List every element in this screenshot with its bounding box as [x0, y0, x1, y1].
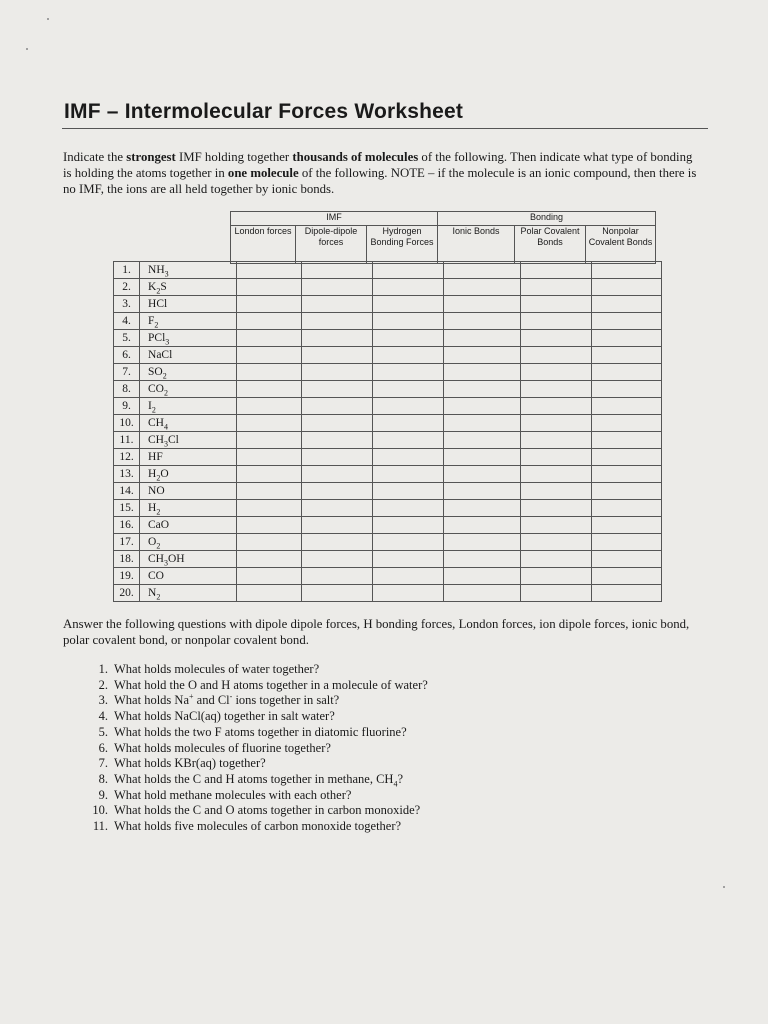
question-item — [82, 693, 702, 709]
answer-cell[interactable] — [373, 432, 444, 449]
answer-cell[interactable] — [237, 347, 302, 364]
answer-cell[interactable] — [592, 568, 662, 585]
row-number: 14. — [114, 483, 140, 500]
row-number: 9. — [114, 398, 140, 415]
table-row — [114, 296, 662, 313]
table-row — [114, 415, 662, 432]
table-row — [114, 347, 662, 364]
answer-cell[interactable] — [521, 330, 592, 347]
answer-cell[interactable] — [237, 551, 302, 568]
answer-cell[interactable] — [592, 381, 662, 398]
answer-cell[interactable] — [237, 483, 302, 500]
answer-cell[interactable] — [444, 517, 521, 534]
question-text: What holds the C and H atoms together in methane, $CH_4$? — [114, 771, 404, 789]
answer-cell[interactable] — [592, 330, 662, 347]
col-nonpolar: Nonpolar Covalent Bonds — [586, 226, 656, 264]
answer-cell[interactable] — [373, 313, 444, 330]
answer-cell[interactable] — [373, 296, 444, 313]
row-number: 16. — [114, 517, 140, 534]
compound-formula: $K_2S$ — [140, 279, 237, 296]
question-item — [82, 819, 702, 835]
answer-cell[interactable] — [302, 551, 373, 568]
table-row — [114, 585, 662, 602]
table-row — [114, 466, 662, 483]
answer-cell[interactable] — [444, 262, 521, 279]
answer-cell[interactable] — [521, 313, 592, 330]
paper-speck — [723, 886, 725, 888]
question-text: What holds five molecules of carbon monoxide together? — [114, 819, 402, 834]
compound-formula: $CH_3Cl$ — [140, 432, 237, 449]
compound-table — [113, 261, 662, 602]
question-item — [82, 788, 702, 804]
table-row — [114, 262, 662, 279]
question-item — [82, 803, 702, 819]
answer-cell[interactable] — [237, 517, 302, 534]
answer-cell[interactable] — [302, 262, 373, 279]
answer-cell[interactable] — [444, 466, 521, 483]
answer-cell[interactable] — [302, 279, 373, 296]
compound-formula: $H_2$ — [140, 500, 237, 517]
table-row — [114, 398, 662, 415]
answer-cell[interactable] — [521, 534, 592, 551]
row-number: 13. — [114, 466, 140, 483]
question-number: 8. — [98, 771, 108, 786]
answer-instructions: Answer the following questions with dipole dipole forces, H bonding forces, London forces, ion dipole forces, ionic bond, polar covalent bond, or nonpolar covalent bond. — [63, 617, 690, 647]
row-number: 10. — [114, 415, 140, 432]
table-row — [114, 279, 662, 296]
answer-cell[interactable] — [444, 364, 521, 381]
compound-formula: $NH_3$ — [140, 262, 237, 279]
answer-cell[interactable] — [302, 500, 373, 517]
answer-cell[interactable] — [592, 534, 662, 551]
answer-cell[interactable] — [521, 432, 592, 449]
answer-cell[interactable] — [237, 381, 302, 398]
answer-cell[interactable] — [592, 296, 662, 313]
row-number: 4. — [114, 313, 140, 330]
answer-cell[interactable] — [373, 262, 444, 279]
answer-cell[interactable] — [373, 330, 444, 347]
question-item — [82, 772, 702, 788]
question-number: 5. — [98, 724, 108, 739]
answer-cell[interactable] — [521, 551, 592, 568]
answer-cell[interactable] — [444, 551, 521, 568]
question-text: What holds the C and O atoms together in carbon monoxide? — [114, 803, 421, 818]
answer-cell[interactable] — [592, 279, 662, 296]
answer-cell[interactable] — [373, 381, 444, 398]
table-row — [114, 313, 662, 330]
row-number: 19. — [114, 568, 140, 585]
row-number: 18. — [114, 551, 140, 568]
answer-cell[interactable] — [592, 551, 662, 568]
table-row — [114, 551, 662, 568]
question-text: What holds Na+ and Cl- ions together in salt? — [114, 692, 340, 708]
answer-cell[interactable] — [373, 347, 444, 364]
answer-cell[interactable] — [444, 313, 521, 330]
answer-cell[interactable] — [237, 262, 302, 279]
answer-cell[interactable] — [302, 585, 373, 602]
answer-cell[interactable] — [302, 483, 373, 500]
answer-cell[interactable] — [302, 415, 373, 432]
compound-formula: $O_2$ — [140, 534, 237, 551]
answer-cell[interactable] — [444, 432, 521, 449]
answer-cell[interactable] — [373, 500, 444, 517]
answer-cell[interactable] — [521, 398, 592, 415]
page-title: IMF – Intermolecular Forces Worksheet — [64, 100, 464, 123]
answer-cell[interactable] — [302, 296, 373, 313]
question-number: 10. — [92, 803, 108, 818]
col-dipole: Dipole-dipole forces — [296, 226, 367, 264]
answer-cell[interactable] — [444, 330, 521, 347]
instructions: Indicate the strongest IMF holding together thousands of molecules of the following. Then indicate what type of bonding is holding the atoms together in one molecule of the following. NOTE – if the molecule is an ionic compound, then there is no IMF, the ions are all held together by ionic bonds. — [63, 150, 697, 196]
compound-formula: $F_2$ — [140, 313, 237, 330]
table-row — [114, 500, 662, 517]
answer-cell[interactable] — [444, 279, 521, 296]
answer-cell[interactable] — [592, 432, 662, 449]
answer-cell[interactable] — [592, 483, 662, 500]
answer-cell[interactable] — [444, 585, 521, 602]
answer-cell[interactable] — [592, 517, 662, 534]
answer-cell[interactable] — [302, 517, 373, 534]
answer-cell[interactable] — [373, 585, 444, 602]
compound-formula: NO — [140, 483, 237, 500]
answer-cell[interactable] — [373, 415, 444, 432]
compound-formula: $SO_2$ — [140, 364, 237, 381]
answer-cell[interactable] — [444, 296, 521, 313]
answer-cell[interactable] — [521, 568, 592, 585]
table-row — [114, 517, 662, 534]
question-item — [82, 756, 702, 772]
group-bonding: Bonding — [438, 212, 656, 226]
group-imf: IMF — [231, 212, 438, 226]
row-number: 15. — [114, 500, 140, 517]
answer-cell[interactable] — [302, 347, 373, 364]
question-number: 3. — [98, 693, 108, 708]
answer-cell[interactable] — [302, 568, 373, 585]
answer-cell[interactable] — [521, 449, 592, 466]
answer-cell[interactable] — [373, 483, 444, 500]
table-header — [230, 211, 656, 264]
table-row — [114, 330, 662, 347]
answer-cell[interactable] — [592, 415, 662, 432]
answer-cell[interactable] — [521, 483, 592, 500]
answer-cell[interactable] — [521, 500, 592, 517]
compound-formula: $H_2O$ — [140, 466, 237, 483]
question-text: What holds the two F atoms together in diatomic fluorine? — [114, 724, 407, 739]
table-row — [114, 483, 662, 500]
answer-cell[interactable] — [373, 279, 444, 296]
answer-cell[interactable] — [444, 347, 521, 364]
answer-cell[interactable] — [302, 381, 373, 398]
answer-cell[interactable] — [237, 296, 302, 313]
answer-cell[interactable] — [521, 415, 592, 432]
answer-cell[interactable] — [592, 347, 662, 364]
answer-cell[interactable] — [521, 585, 592, 602]
answer-cell[interactable] — [444, 398, 521, 415]
answer-cell[interactable] — [237, 534, 302, 551]
row-number: 12. — [114, 449, 140, 466]
question-number: 1. — [98, 662, 108, 676]
compound-formula: $CH_3OH$ — [140, 551, 237, 568]
question-text: What holds molecules of water together? — [114, 662, 320, 676]
table-row — [114, 381, 662, 398]
answer-cell[interactable] — [592, 585, 662, 602]
title-rule — [62, 128, 708, 129]
answer-cell[interactable] — [444, 449, 521, 466]
answer-cell[interactable] — [237, 449, 302, 466]
row-number: 11. — [114, 432, 140, 449]
answer-cell[interactable] — [237, 432, 302, 449]
row-number: 2. — [114, 279, 140, 296]
answer-cell[interactable] — [444, 568, 521, 585]
question-text: What hold the O and H atoms together in a molecule of water? — [114, 677, 428, 692]
answer-cell[interactable] — [302, 398, 373, 415]
answer-cell[interactable] — [302, 449, 373, 466]
answer-cell[interactable] — [373, 449, 444, 466]
answer-cell[interactable] — [302, 432, 373, 449]
compound-formula: $CH_4$ — [140, 415, 237, 432]
answer-cell[interactable] — [237, 279, 302, 296]
answer-cell[interactable] — [592, 262, 662, 279]
table-row — [114, 568, 662, 585]
question-item — [82, 709, 702, 725]
answer-cell[interactable] — [521, 296, 592, 313]
row-number: 6. — [114, 347, 140, 364]
answer-cell[interactable] — [592, 313, 662, 330]
answer-cell[interactable] — [302, 330, 373, 347]
row-number: 17. — [114, 534, 140, 551]
col-polar: Polar Covalent Bonds — [515, 226, 586, 264]
row-number: 7. — [114, 364, 140, 381]
answer-cell[interactable] — [237, 330, 302, 347]
row-number: 1. — [114, 262, 140, 279]
col-ionic: Ionic Bonds — [438, 226, 515, 264]
question-number: 7. — [98, 756, 108, 771]
question-list — [82, 662, 702, 835]
answer-cell[interactable] — [302, 313, 373, 330]
question-number: 2. — [98, 677, 108, 692]
question-item — [82, 725, 702, 741]
row-number: 20. — [114, 585, 140, 602]
paper-speck — [26, 48, 28, 50]
question-number: 9. — [98, 787, 108, 802]
answer-cell[interactable] — [373, 466, 444, 483]
answer-cell[interactable] — [521, 381, 592, 398]
answer-cell[interactable] — [373, 534, 444, 551]
compound-formula: NaCl — [140, 347, 237, 364]
compound-formula: $N_2$ — [140, 585, 237, 602]
compound-formula: $CO_2$ — [140, 381, 237, 398]
row-number: 8. — [114, 381, 140, 398]
compound-formula: CO — [140, 568, 237, 585]
answer-cell[interactable] — [592, 466, 662, 483]
question-number: 6. — [98, 740, 108, 755]
answer-cell[interactable] — [237, 585, 302, 602]
paper-speck — [47, 18, 49, 20]
question-item — [82, 741, 702, 757]
answer-cell[interactable] — [237, 364, 302, 381]
answer-cell[interactable] — [444, 500, 521, 517]
table-row — [114, 364, 662, 381]
question-number: 11. — [92, 819, 108, 834]
answer-cell[interactable] — [237, 415, 302, 432]
compound-formula: HF — [140, 449, 237, 466]
answer-cell[interactable] — [373, 517, 444, 534]
answer-cell[interactable] — [521, 279, 592, 296]
answer-cell[interactable] — [373, 568, 444, 585]
compound-formula: PCl$_3$ — [140, 330, 237, 347]
answer-cell[interactable] — [373, 398, 444, 415]
answer-cell[interactable] — [444, 483, 521, 500]
answer-cell[interactable] — [444, 534, 521, 551]
answer-cell[interactable] — [237, 466, 302, 483]
question-text: What holds molecules of fluorine together? — [114, 740, 331, 755]
table-row — [114, 432, 662, 449]
answer-cell[interactable] — [302, 534, 373, 551]
answer-cell[interactable] — [373, 551, 444, 568]
answer-cell[interactable] — [237, 313, 302, 330]
answer-cell[interactable] — [444, 381, 521, 398]
question-number: 4. — [98, 709, 108, 724]
answer-cell[interactable] — [521, 347, 592, 364]
col-hbond: Hydrogen Bonding Forces — [367, 226, 438, 264]
answer-cell[interactable] — [521, 517, 592, 534]
answer-cell[interactable] — [373, 364, 444, 381]
compound-formula: $I_2$ — [140, 398, 237, 415]
answer-cell[interactable] — [521, 262, 592, 279]
answer-cell[interactable] — [302, 364, 373, 381]
answer-cell[interactable] — [237, 398, 302, 415]
row-number: 3. — [114, 296, 140, 313]
answer-cell[interactable] — [302, 466, 373, 483]
col-london: London forces — [231, 226, 296, 264]
question-item — [82, 662, 702, 678]
answer-cell[interactable] — [237, 568, 302, 585]
answer-cell[interactable] — [592, 398, 662, 415]
answer-cell[interactable] — [237, 500, 302, 517]
question-text: What holds NaCl(aq) together in salt water? — [114, 709, 335, 724]
question-text: What holds KBr(aq) together? — [114, 756, 266, 771]
answer-cell[interactable] — [521, 466, 592, 483]
answer-cell[interactable] — [592, 364, 662, 381]
compound-formula: HCl — [140, 296, 237, 313]
row-number: 5. — [114, 330, 140, 347]
answer-cell[interactable] — [592, 449, 662, 466]
table-row — [114, 449, 662, 466]
answer-cell[interactable] — [521, 364, 592, 381]
answer-cell[interactable] — [592, 500, 662, 517]
question-item — [82, 678, 702, 694]
table-row — [114, 534, 662, 551]
question-text: What hold methane molecules with each other? — [114, 787, 352, 802]
answer-cell[interactable] — [444, 415, 521, 432]
compound-formula: CaO — [140, 517, 237, 534]
